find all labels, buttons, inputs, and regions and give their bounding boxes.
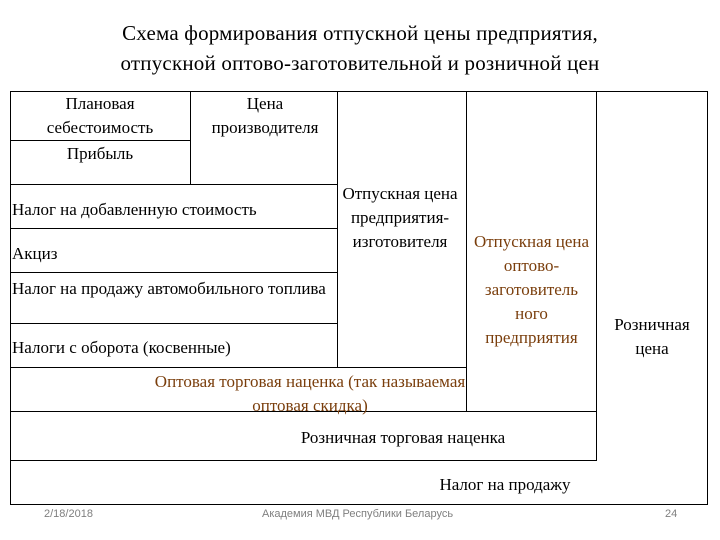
divider-h-fuel — [10, 323, 338, 324]
footer-page-number: 24 — [665, 508, 678, 520]
wholesale-price-label: Отпускная цена оптово-заготовитель ного предприятия — [473, 232, 590, 347]
divider-h-vat — [10, 228, 338, 229]
sales-tax-label: Налог на продажу — [439, 475, 571, 494]
divider-h-manufacturer — [10, 367, 467, 368]
planned-cost-label: Плановая себестоимость — [46, 94, 154, 137]
vat-label: Налог на добавленную стоимость — [12, 200, 257, 219]
frame-right — [707, 91, 708, 505]
divider-v-wholesale — [596, 91, 597, 460]
wholesale-markup-label: Оптовая торговая наценка (так называемая оптовая скидка) — [154, 372, 466, 415]
divider-v-cost — [190, 91, 191, 184]
diagram-title — [0, 18, 720, 78]
divider-h-excise — [10, 272, 338, 273]
divider-h-profit — [10, 140, 191, 141]
producer-price-label: Цена производителя — [211, 94, 319, 137]
retail-price-label: Розничная цена — [614, 315, 690, 358]
footer-date: 2/18/2018 — [44, 508, 93, 520]
divider-h-retail — [10, 460, 597, 461]
retail-markup-label: Розничная торговая наценка — [300, 428, 506, 447]
fuel-tax-label: Налог на продажу автомобильного топлива — [12, 279, 326, 298]
frame-bottom — [10, 504, 708, 505]
profit-label: Прибыль — [66, 144, 134, 163]
title-line-1: Схема формирования отпускной цены предприятия, — [122, 21, 598, 45]
title-line-2: отпускной оптово-заготовительной и розничной цен — [120, 51, 600, 75]
excise-label: Акциз — [12, 244, 58, 263]
turnover-taxes-label: Налоги с оборота (косвенные) — [12, 338, 231, 357]
footer-org: Академия МВД Республики Беларусь — [262, 508, 454, 520]
manufacturer-price-label: Отпускная цена предприятия-изготовителя — [342, 184, 458, 251]
divider-h-producer — [10, 184, 338, 185]
